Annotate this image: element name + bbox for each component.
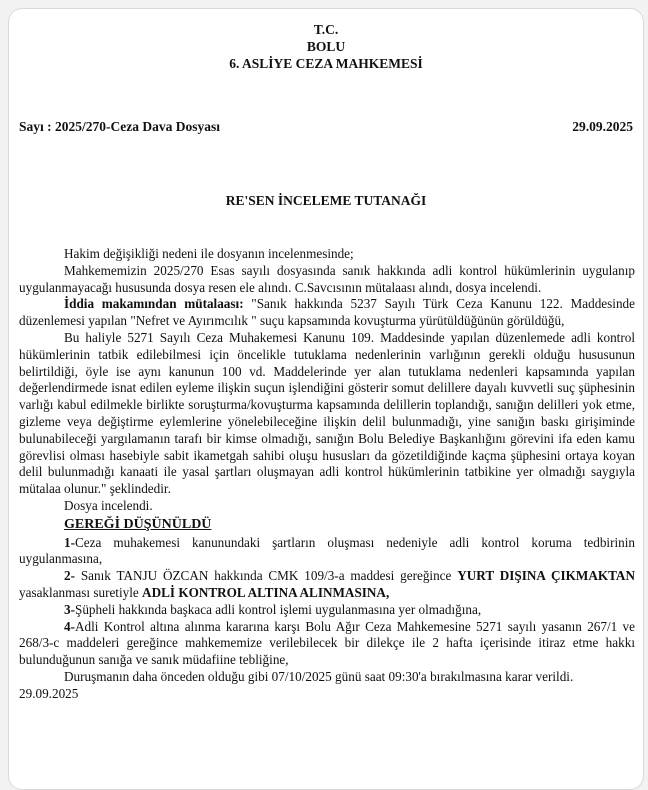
ruling-text: Adli Kontrol altına alınma kararına karşı Bolu Ağır Ceza Mahkemesine 5271 sayılı yasanın 267/1 ve 268/3-c maddeleri gereğince mahkememize verilebilecek bir dilekçe ile 2 hafta içerisinde itiraz etme hakkı bulunduğunun sanığa ve sanık müdafiine tebliğine, bbox=[19, 618, 635, 668]
paragraph-reviewed: Dosya incelendi. bbox=[64, 497, 153, 513]
ruling-text: Sanık TANJU ÖZCAN hakkında CMK 109/3-a maddesi gereğince bbox=[75, 568, 458, 584]
case-meta bbox=[19, 119, 633, 135]
ruling-number: 3- bbox=[64, 601, 75, 617]
ruling-text: yasaklanması suretiyle bbox=[19, 584, 143, 600]
ruling-emphasis: ADLİ KONTROL ALTINA ALINMASINA, bbox=[142, 584, 390, 600]
paragraph-prosecutor bbox=[19, 296, 635, 330]
prosecutor-label: İddia makamından mütalaası: bbox=[64, 296, 244, 312]
paragraph-hearing: Duruşmanın daha önceden olduğu gibi 07/10/2025 günü saat 09:30'a bırakılmasına karar verildi. bbox=[64, 668, 574, 684]
ruling-text: Ceza muhakemesi kanunundaki şartların oluşması nedeniyle adli kontrol koruma tedbirinin uygulanmasına, bbox=[19, 534, 635, 567]
ruling-item-2 bbox=[19, 568, 635, 602]
header-city: BOLU bbox=[306, 39, 346, 54]
ruling-number: 2- bbox=[64, 568, 75, 584]
document-page bbox=[8, 8, 644, 790]
ruling-number: 1- bbox=[64, 534, 75, 550]
paragraph-case: Mahkememizin 2025/270 Esas sayılı dosyasında sanık hakkında adli kontrol hükümlerinin uygulanıp uygulanmayacağı hususunda dosya resen ele alındı. C.Savcısının mütalaası alındı, dosya incelendi. bbox=[19, 262, 635, 295]
ruling-item-4 bbox=[19, 619, 635, 669]
paragraph-assessment: Bu haliyle 5271 Sayılı Ceza Muhakemesi Kanunu 109. Maddesinde yapılan düzenlemede adli kontrol hükümlerinin tatbik edilebilmesi için öncelikle tutuklama nedenlerinin varlığının gerekli olduğu hususunun belirtildiği, öyle ise aynı kanunun 100 vd. Maddelerinde yer alan tutuklama nedenleri kapsamında yapılan değerlendirmede isnat edilen eyleme ilişkin suçun işlendiğini gösterir somut delillere dayalı kuvvetli suç şüphesinin varlığı kabul edilmekle birlikte soruşturma/kovuşturma kapsamında delillerin toplandığı, sanığın delilleri yok etme, gizleme veya değiştirme eylemlerine yönelebileceğine ilişkin delil bulunmadığı, yine sanığın baskı girişiminde bulunabileceği yargılamanın tarafı bir kimse olmadığı, sanığın Bolu Belediye Başkanlığını görevini ifa eden kamu görevlisi olması hasebiyle sabit ikametgah sahibi oluşu hususları da gözetildiğinde kaçma şüphesini ortaya koyan delil bulunmadığı kanaati ile yasal şartları oluşmayan adli kontrol hükümlerinin tatbikine yer olmadığı saygıyla mütalaa olunur." şeklindedir. bbox=[19, 329, 635, 497]
footer-date: 29.09.2025 bbox=[19, 685, 79, 701]
paragraph-intro: Hakim değişikliği nedeni ile dosyanın incelenmesinde; bbox=[64, 246, 354, 261]
header-country: T.C. bbox=[313, 22, 339, 37]
section-title: GEREĞİ DÜŞÜNÜLDÜ bbox=[64, 516, 212, 532]
document-body bbox=[19, 246, 635, 703]
header-court: 6. ASLİYE CEZA MAHKEMESİ bbox=[229, 56, 423, 71]
ruling-text: Şüpheli hakkında başkaca adli kontrol işlemi uygulanmasına yer olmadığına, bbox=[75, 601, 482, 617]
case-number: Sayı : 2025/270-Ceza Dava Dosyası bbox=[19, 119, 220, 134]
ruling-item-1 bbox=[19, 535, 635, 569]
document-title: RE'SEN İNCELEME TUTANAĞI bbox=[225, 193, 427, 208]
case-date: 29.09.2025 bbox=[572, 119, 633, 134]
ruling-emphasis: YURT DIŞINA ÇIKMAKTAN bbox=[457, 568, 635, 584]
ruling-number: 4- bbox=[64, 618, 75, 634]
prosecutor-text: "Sanık hakkında 5237 Sayılı Türk Ceza Kanunu 122. Maddesinde düzenlemesi yapılan "Nefret ve Ayırımcılık " suçu kapsamında kovuşturma yürütüldüğünün görüldüğü, bbox=[19, 296, 635, 329]
ruling-item-3 bbox=[19, 602, 635, 619]
